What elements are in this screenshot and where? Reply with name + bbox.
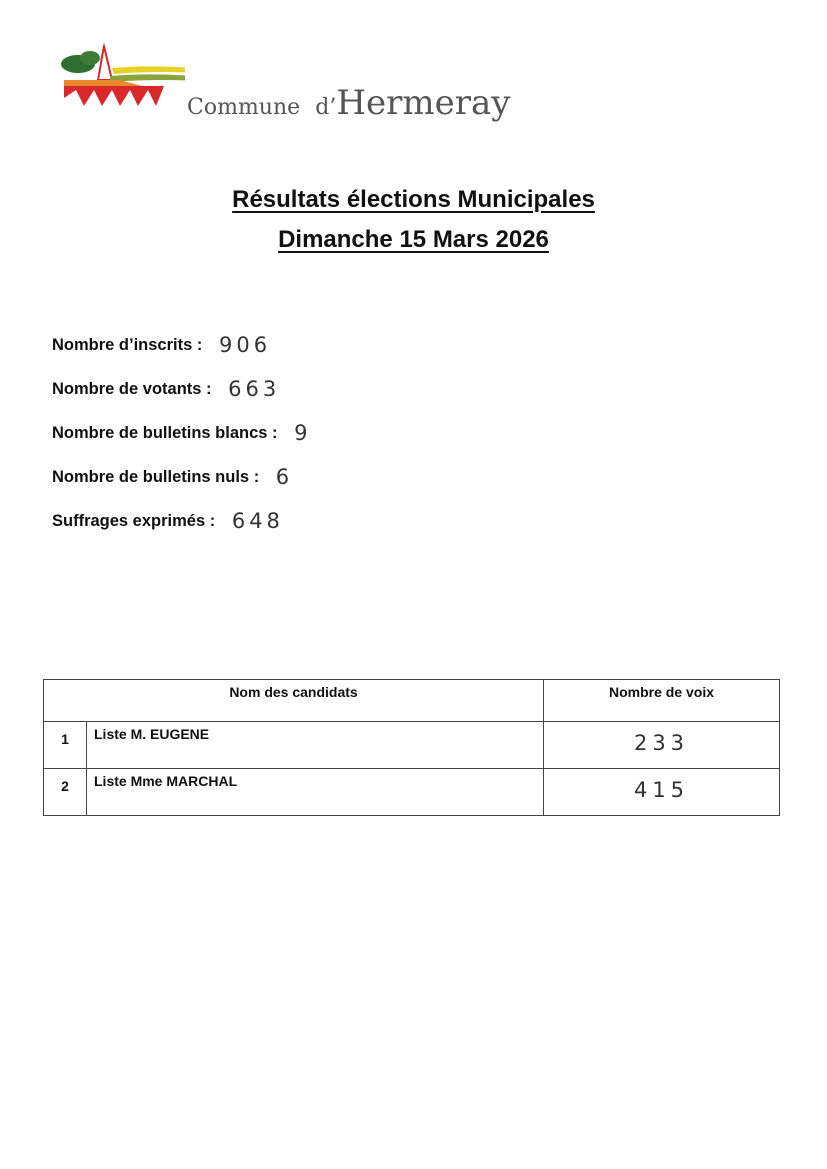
table-row — [44, 769, 780, 816]
commune-wordmark — [187, 83, 510, 123]
stat-inscrits-value: 906 — [218, 333, 272, 357]
results-header-row — [44, 680, 780, 722]
commune-logo — [60, 40, 540, 130]
commune-emblem — [60, 40, 185, 120]
stat-exprimes-label: Suffrages exprimés : — [52, 512, 216, 530]
commune-name: Hermeray — [336, 83, 511, 123]
stat-inscrits — [52, 331, 271, 355]
results-table — [43, 679, 780, 816]
stat-votants — [52, 375, 280, 399]
vote-count: 415 — [633, 778, 690, 802]
stat-blancs — [52, 419, 312, 443]
page-title: Résultats élections Municipales — [232, 186, 595, 213]
stat-votants-label: Nombre de votants : — [52, 380, 212, 398]
header-votes: Nombre de voix — [544, 680, 780, 722]
page-subtitle-date: Dimanche 15 Mars 2026 — [278, 226, 549, 253]
stat-blancs-value: 9 — [294, 421, 312, 445]
row-number: 2 — [44, 769, 87, 816]
stat-nuls-value: 6 — [275, 465, 294, 489]
vote-count-cell — [544, 769, 780, 816]
row-number: 1 — [44, 722, 87, 769]
vote-count: 233 — [633, 731, 690, 755]
stat-inscrits-label: Nombre d’inscrits : — [52, 336, 203, 354]
candidate-name: Liste M. EUGENE — [87, 722, 544, 769]
stat-nuls — [52, 463, 293, 487]
commune-apostrophe: d’ — [315, 95, 337, 120]
header-candidates: Nom des candidats — [44, 680, 544, 722]
stat-exprimes-value: 648 — [231, 509, 284, 533]
stat-exprimes — [52, 507, 284, 531]
commune-prefix: Commune — [187, 95, 301, 120]
table-row — [44, 722, 780, 769]
vote-count-cell — [544, 722, 780, 769]
stat-votants-value: 663 — [228, 377, 281, 401]
stat-blancs-label: Nombre de bulletins blancs : — [52, 424, 278, 442]
stat-nuls-label: Nombre de bulletins nuls : — [52, 468, 260, 486]
candidate-name: Liste Mme MARCHAL — [87, 769, 544, 816]
